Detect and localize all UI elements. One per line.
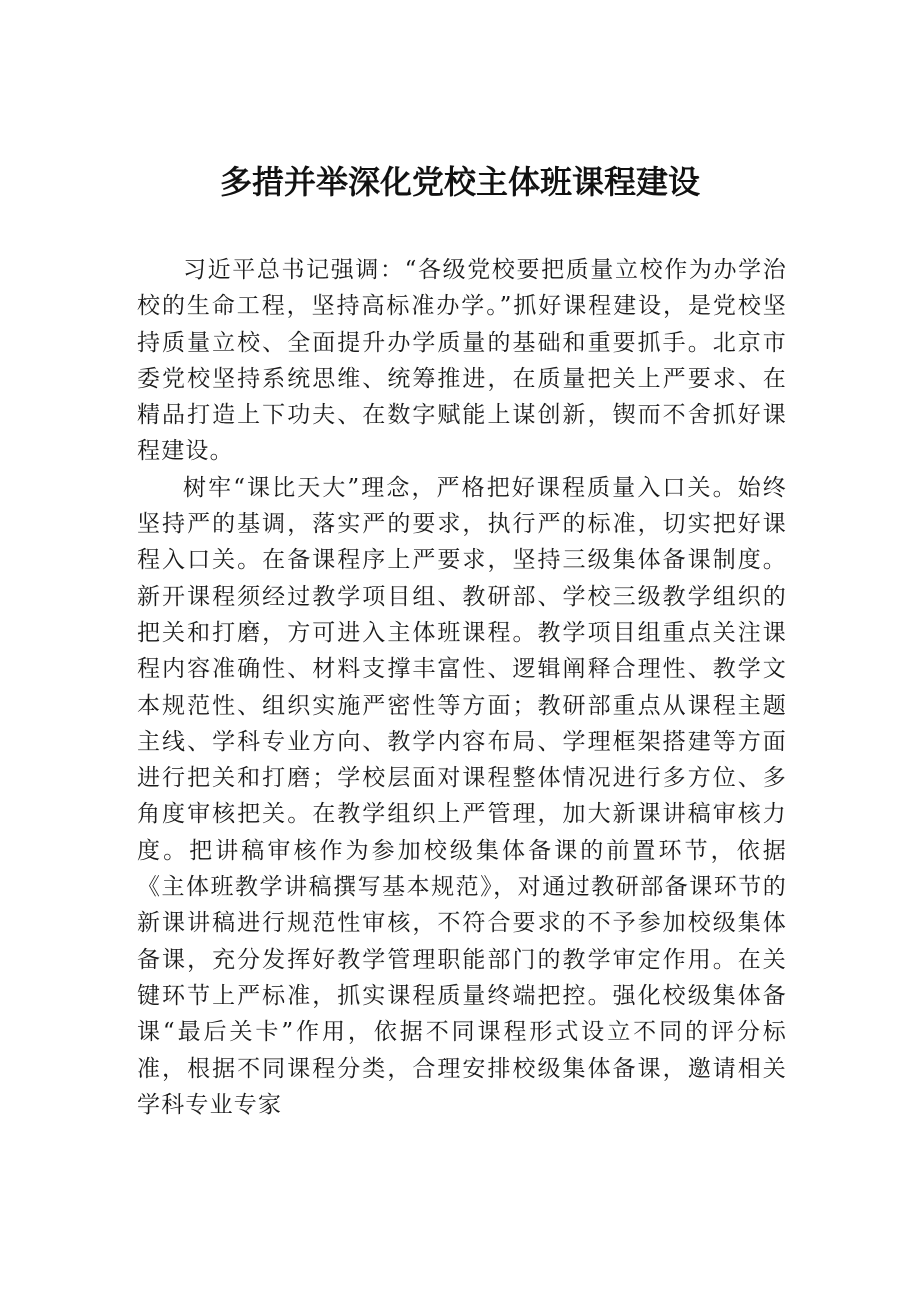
document-body xyxy=(137,252,787,1123)
paragraph: 习近平总书记强调：“各级党校要把质量立校作为办学治校的生命工程，坚持高标准办学。”抓好课程建设，是党校坚持质量立校、全面提升办学质量的基础和重要抓手。北京市委党校坚持系统思维、统筹推进，在质量把关上严要求、在精品打造上下功夫、在数字赋能上谋创新，锲而不舍抓好课程建设。 xyxy=(137,257,787,465)
document-title: 多措并举深化党校主体班课程建设 xyxy=(219,163,700,201)
paragraph: 树牢“课比天大”理念，严格把好课程质量入口关。始终坚持严的基调，落实严的要求，执行严的标准，切实把好课程入口关。在备课程序上严要求，坚持三级集体备课制度。新开课程须经过教学项目组、教研部、学校三级教学组织的把关和打磨，方可进入主体班课程。教学项目组重点关注课程内容准确性、材料支撑丰富性、逻辑阐释合理性、教学文本规范性、组织实施严密性等方面；教研部重点从课程主题主线、学科专业方向、教学内容布局、学理框架搭建等方面进行把关和打磨；学校层面对课程整体情况进行多方位、多角度审核把关。在教学组织上严管理，加大新课讲稿审核力度。把讲稿审核作为参加校级集体备课的前置环节，依据《主体班教学讲稿撰写基本规范》，对通过教研部备课环节的新课讲稿进行规范性审核，不符合要求的不予参加校级集体备课，充分发挥好教学管理职能部门的教学审定作用。在关键环节上严标准，抓实课程质量终端把控。强化校级集体备课“最后关卡”作用，依据不同课程形式设立不同的评分标准，根据不同课程分类，合理安排校级集体备课，邀请相关学科专业专家 xyxy=(137,474,787,1118)
